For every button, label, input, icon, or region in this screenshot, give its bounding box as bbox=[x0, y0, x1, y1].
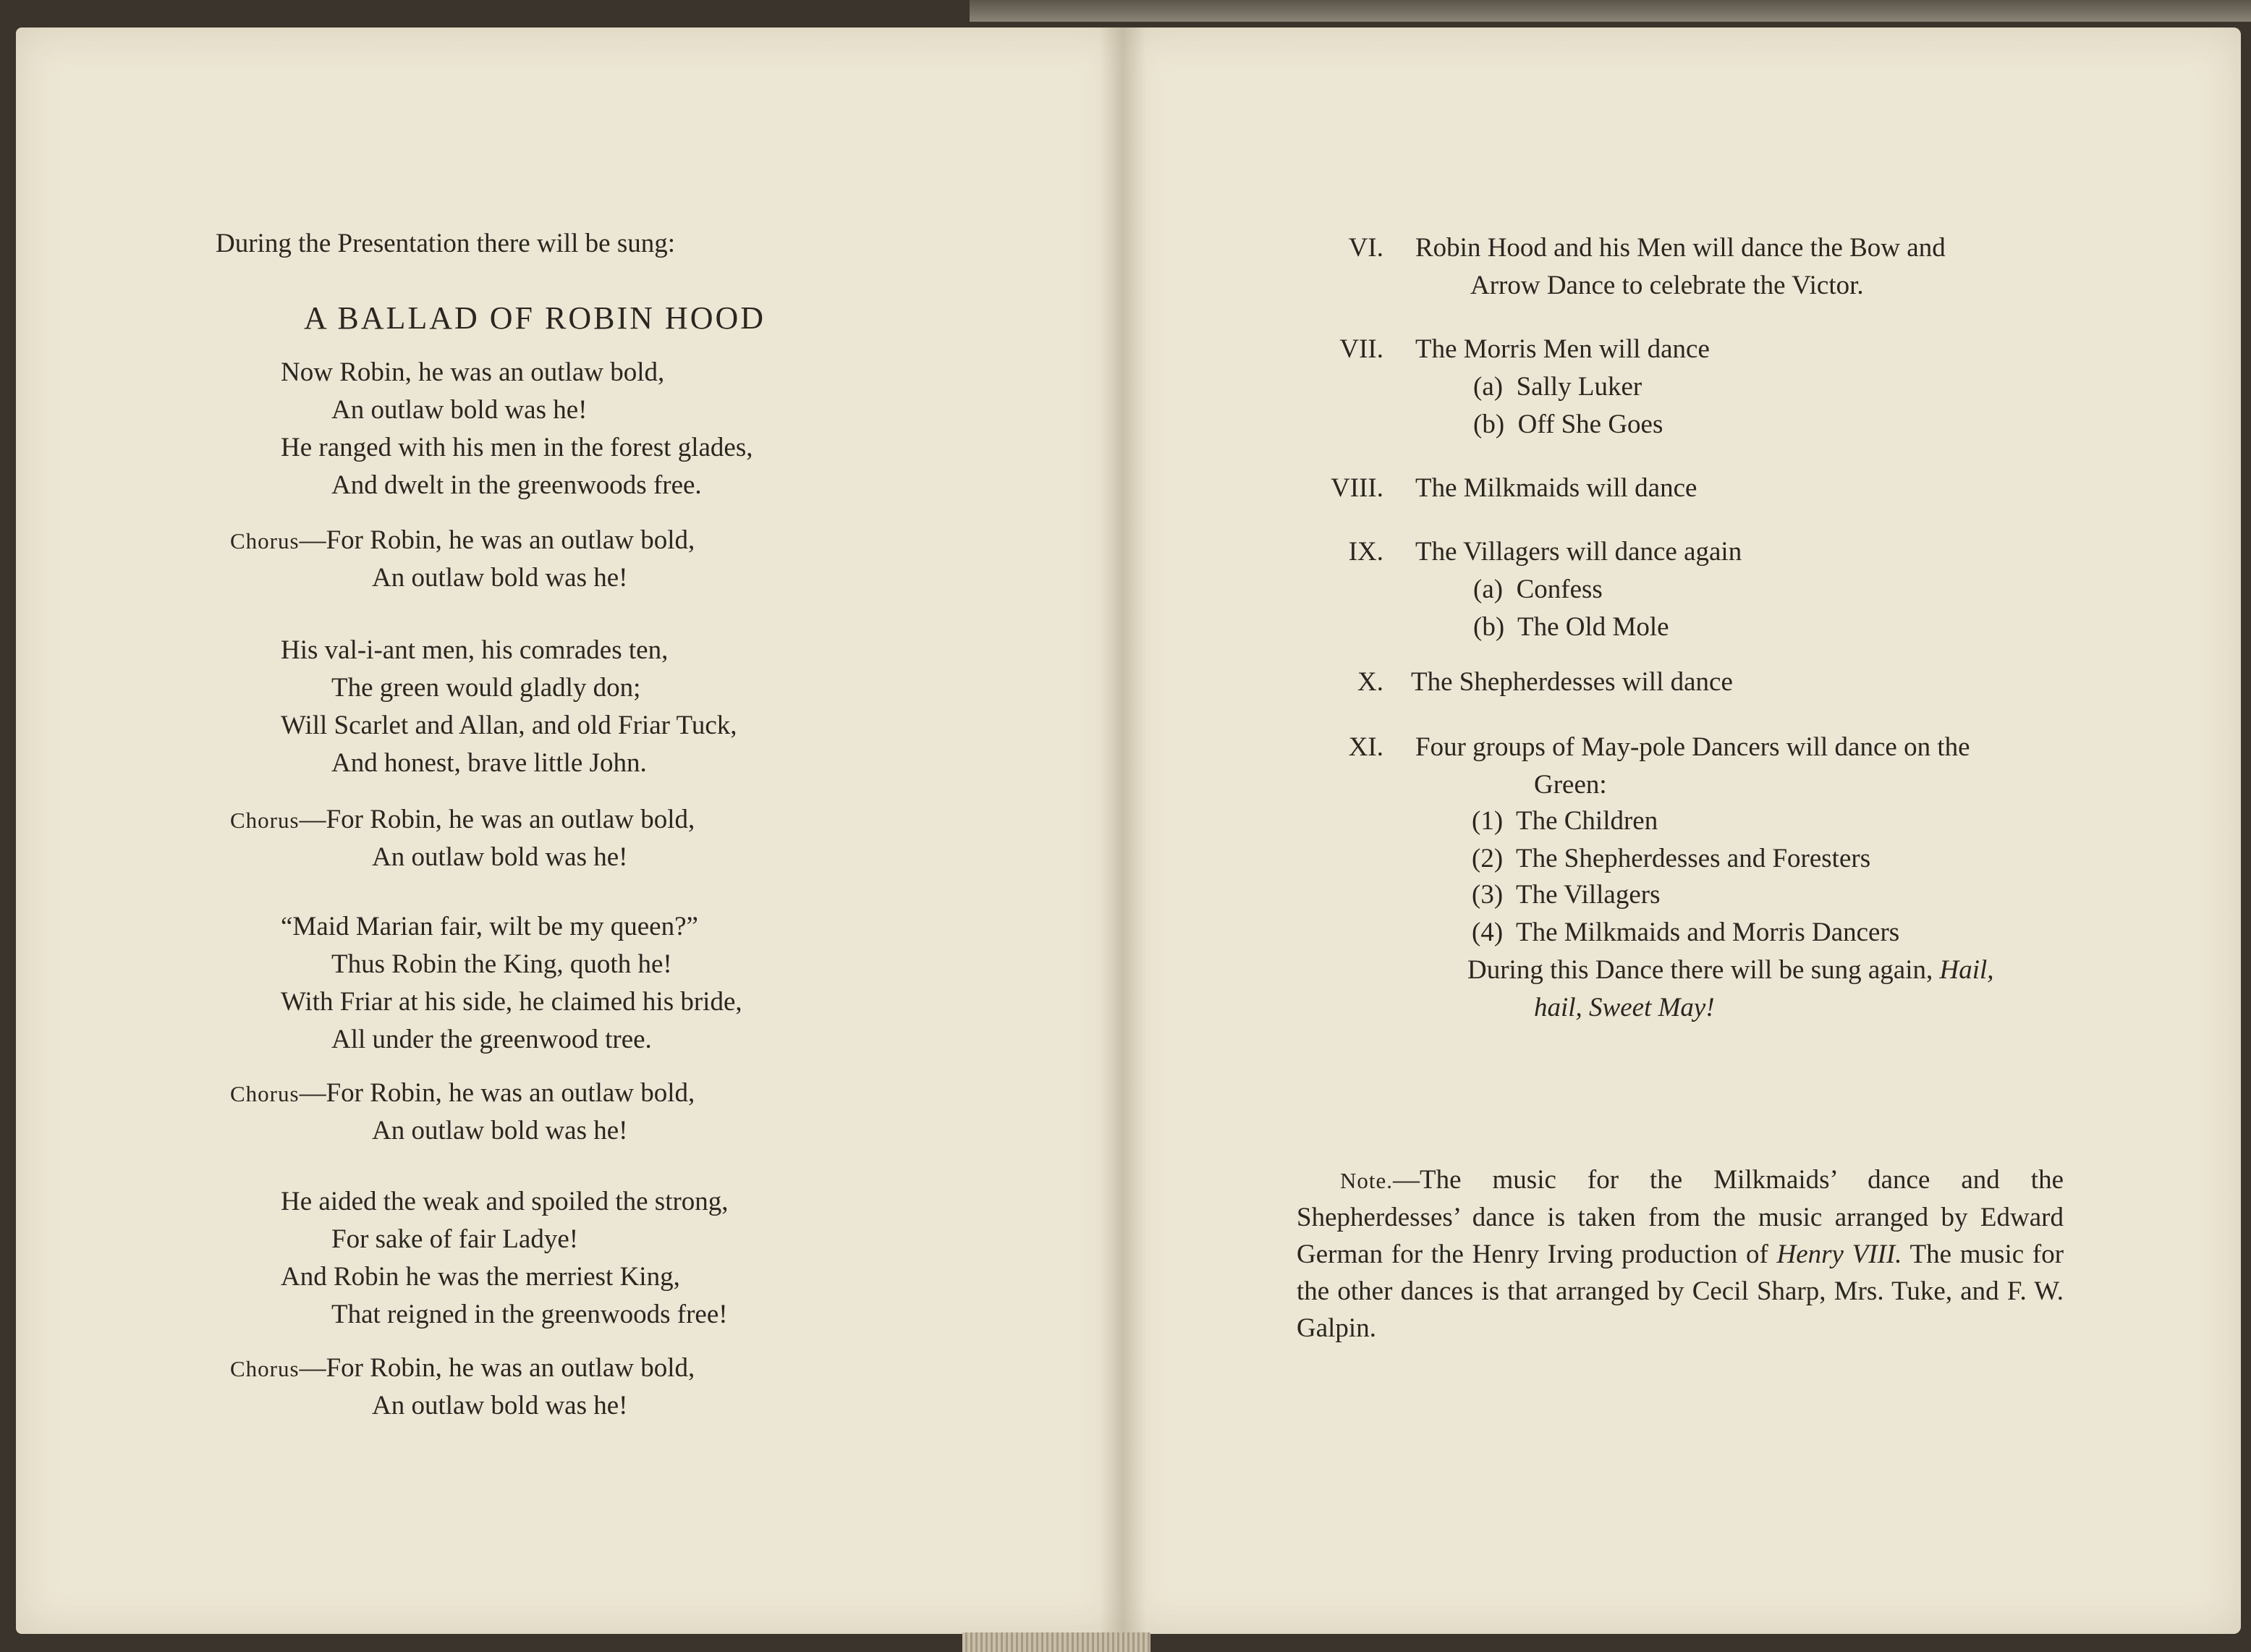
stanza-line: “Maid Marian fair, wilt be my queen?” bbox=[281, 912, 698, 941]
chorus-text: —For Robin, he was an outlaw bold, bbox=[299, 805, 695, 834]
item-numeral: VI. bbox=[1348, 233, 1383, 263]
note-italic: Henry VIII. bbox=[1776, 1240, 1902, 1269]
dance-note bbox=[1467, 957, 1994, 983]
chorus-label: Chorus bbox=[230, 528, 300, 554]
sub-item: (2) The Shepherdesses and Foresters bbox=[1472, 844, 1871, 873]
item-numeral: VIII. bbox=[1331, 473, 1383, 503]
sub-item: (a) Sally Luker bbox=[1473, 372, 1642, 402]
chorus-label: Chorus bbox=[230, 1081, 300, 1106]
chorus-text: —For Robin, he was an outlaw bold, bbox=[299, 1078, 695, 1108]
book-edge-top bbox=[970, 0, 2251, 22]
chorus-refrain: An outlaw bold was he! bbox=[372, 1391, 628, 1420]
music-note bbox=[1297, 1161, 2064, 1347]
item-numeral: X. bbox=[1357, 667, 1383, 697]
stanza-line: The green would gladly don; bbox=[331, 673, 641, 703]
sub-item: (b) The Old Mole bbox=[1473, 612, 1669, 642]
sub-item: (1) The Children bbox=[1472, 806, 1658, 836]
item-line: The Shepherdesses will dance bbox=[1411, 667, 1733, 697]
note-text-2: The music for the other dances is that arranged by Cecil Sharp, Mrs. Tuke, and F. W. Galpin. bbox=[1297, 1240, 2064, 1343]
chorus-text: —For Robin, he was an outlaw bold, bbox=[299, 1353, 695, 1383]
ballad-title: A BALLAD OF ROBIN HOOD bbox=[304, 300, 766, 336]
stanza-line: For sake of fair Ladye! bbox=[331, 1224, 579, 1254]
hail-title: Hail, bbox=[1939, 955, 1994, 985]
sub-item: (3) The Villagers bbox=[1472, 880, 1661, 910]
intro-line: During the Presentation there will be sung: bbox=[216, 229, 676, 258]
stanza-line: And honest, brave little John. bbox=[331, 748, 647, 778]
stanza-line: Thus Robin the King, quoth he! bbox=[331, 949, 672, 979]
stanza-line: Now Robin, he was an outlaw bold, bbox=[281, 357, 665, 387]
stanza-line: And Robin he was the merriest King, bbox=[281, 1262, 680, 1292]
item-line: Arrow Dance to celebrate the Victor. bbox=[1470, 271, 1864, 300]
hail-title-cont: hail, Sweet May! bbox=[1534, 993, 1715, 1022]
stanza-line: He aided the weak and spoiled the strong, bbox=[281, 1187, 729, 1216]
stanza-line: Will Scarlet and Allan, and old Friar Tuck, bbox=[281, 711, 737, 740]
item-line: The Milkmaids will dance bbox=[1415, 473, 1697, 503]
stanza-line: An outlaw bold was he! bbox=[331, 395, 588, 425]
stanza-line: That reigned in the greenwoods free! bbox=[331, 1300, 728, 1329]
chorus-line bbox=[230, 1355, 695, 1381]
item-line: The Morris Men will dance bbox=[1415, 334, 1710, 364]
chorus-line bbox=[230, 806, 695, 833]
item-numeral: XI. bbox=[1348, 732, 1383, 762]
chorus-refrain: An outlaw bold was he! bbox=[372, 563, 628, 593]
note-text: —The music for the Milkmaids’ dance and the Shepherdesses’ dance is taken from the music arranged by Edward German for the Henry Irving production of bbox=[1297, 1165, 2064, 1269]
dance-note-text: During this Dance there will be sung again, bbox=[1467, 955, 1933, 985]
chorus-line bbox=[230, 527, 695, 554]
note-label: Note. bbox=[1340, 1168, 1394, 1193]
chorus-refrain: An outlaw bold was he! bbox=[372, 842, 628, 872]
chorus-label: Chorus bbox=[230, 1356, 300, 1381]
chorus-text: —For Robin, he was an outlaw bold, bbox=[299, 525, 695, 555]
book-gutter bbox=[1100, 27, 1146, 1634]
dance-note-cont bbox=[1534, 994, 1715, 1021]
stanza-line: He ranged with his men in the forest glades, bbox=[281, 433, 753, 462]
stanza-line: All under the greenwood tree. bbox=[331, 1025, 652, 1054]
item-line: Green: bbox=[1534, 770, 1607, 800]
sub-item: (a) Confess bbox=[1473, 575, 1603, 604]
book-edge-bottom bbox=[962, 1632, 1150, 1652]
chorus-refrain: An outlaw bold was he! bbox=[372, 1116, 628, 1145]
item-line: The Villagers will dance again bbox=[1415, 537, 1742, 567]
stanza-line: With Friar at his side, he claimed his bride, bbox=[281, 987, 742, 1017]
sub-item: (4) The Milkmaids and Morris Dancers bbox=[1472, 918, 1900, 947]
sub-item: (b) Off She Goes bbox=[1473, 410, 1663, 439]
item-line: Robin Hood and his Men will dance the Bow and bbox=[1415, 233, 1946, 263]
stanza-line: And dwelt in the greenwoods free. bbox=[331, 470, 702, 500]
stanza-line: His val-i-ant men, his comrades ten, bbox=[281, 635, 669, 665]
right-page bbox=[1123, 27, 2241, 1634]
item-line: Four groups of May-pole Dancers will dance on the bbox=[1415, 732, 1970, 762]
item-numeral: IX. bbox=[1348, 537, 1383, 567]
chorus-line bbox=[230, 1080, 695, 1106]
item-numeral: VII. bbox=[1339, 334, 1383, 364]
chorus-label: Chorus bbox=[230, 808, 300, 833]
